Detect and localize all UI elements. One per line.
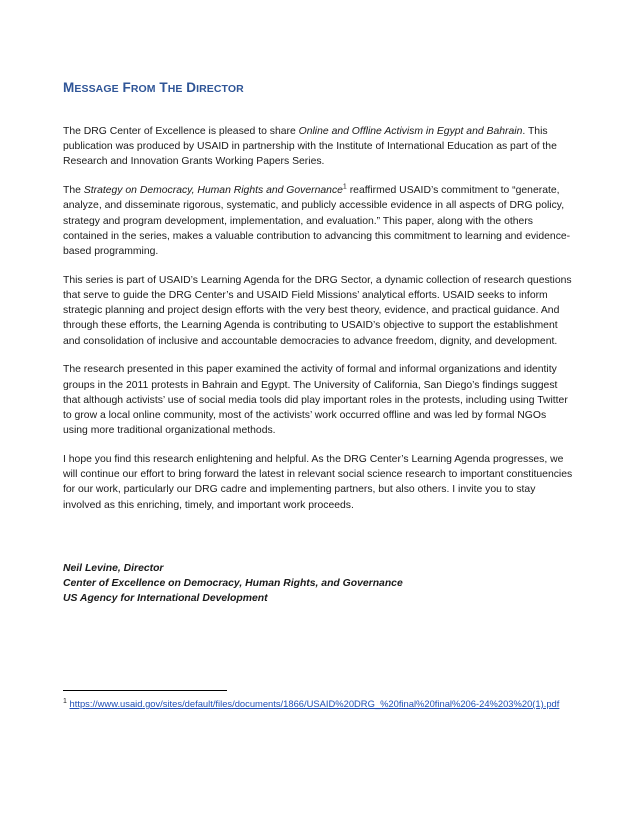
- paragraph-research: The research presented in this paper examined the activity of formal and informal organizations and identity groups in the 2011 protests in Bahrain and Egypt. The University of California, San Diego’s findings suggest that although activists’ use of social media tools did play important roles in the protests, including using Twitter to grow a local online community, most of the activists’ work occurred offline and was led by formal NGOs using more traditional organizational methods.: [63, 364, 568, 437]
- footnote-number: 1: [63, 697, 67, 705]
- signature-name: Neil Levine, Director: [63, 563, 164, 574]
- footnote: [63, 697, 573, 710]
- page-title: MESSAGE FROM THE DIRECTOR: [63, 80, 244, 95]
- signature-org: Center of Excellence on Democracy, Human Rights, and Governance: [63, 578, 403, 590]
- footnote-link[interactable]: https://www.usaid.gov/sites/default/files/documents/1866/USAID%20DRG_%20final%20final%206-24%203%20(1).pdf: [69, 698, 560, 709]
- strategy-title: Strategy on Democracy, Human Rights and Governance: [83, 185, 343, 197]
- signature-agency: US Agency for International Development: [63, 593, 268, 605]
- letter-body: [63, 124, 573, 526]
- paragraph-closing: I hope you find this research enlightening and helpful. As the DRG Center’s Learning Agenda progresses, we will continue our effort to bring forward the latest in relevant social science research to important constituencies for our work, particularly our DRG cadre and implementing partners, but also others. I invite you to stay involved as this enriching, timely, and important work proceeds.: [63, 454, 573, 511]
- paragraph-strategy: The Strategy on Democracy, Human Rights and Governance$^1$ reaffirmed USAID’s commitment to “generate, analyze, and disseminate rigorous, systematic, and publicly accessible evidence in all aspects of DRG policy, strategy and program development, implementation, and evaluation.” This paper, along with the others contained in the series, makes a valuable contribution to advancing this commitment to learning and evidence-based programming.: [63, 183, 571, 258]
- paragraph-learning-agenda: This series is part of USAID’s Learning Agenda for the DRG Sector, a dynamic collection of research questions that serve to guide the DRG Center’s and USAID Field Missions’ analytical efforts. USAID seeks to inform strategic planning and project design efforts with the very best theory, evidence, and practical guidance. And through these efforts, the Learning Agenda is contributing to USAID’s objective to support the establishment and consolidation of inclusive and accountable democracies to advance freedom, dignity, and development.: [63, 274, 572, 347]
- footnote-reference[interactable]: 1: [342, 183, 347, 191]
- signature-block: [63, 561, 573, 607]
- paragraph-intro: The DRG Center of Excellence is pleased to share Online and Offline Activism in Egypt and Bahrain. This publication was produced by USAID in partnership with the Institute of International Education as part of the Research and Innovation Grants Working Papers Series.: [63, 126, 557, 168]
- paper-title: Online and Offline Activism in Egypt and Bahrain: [298, 126, 523, 137]
- footnote-divider: [63, 690, 227, 691]
